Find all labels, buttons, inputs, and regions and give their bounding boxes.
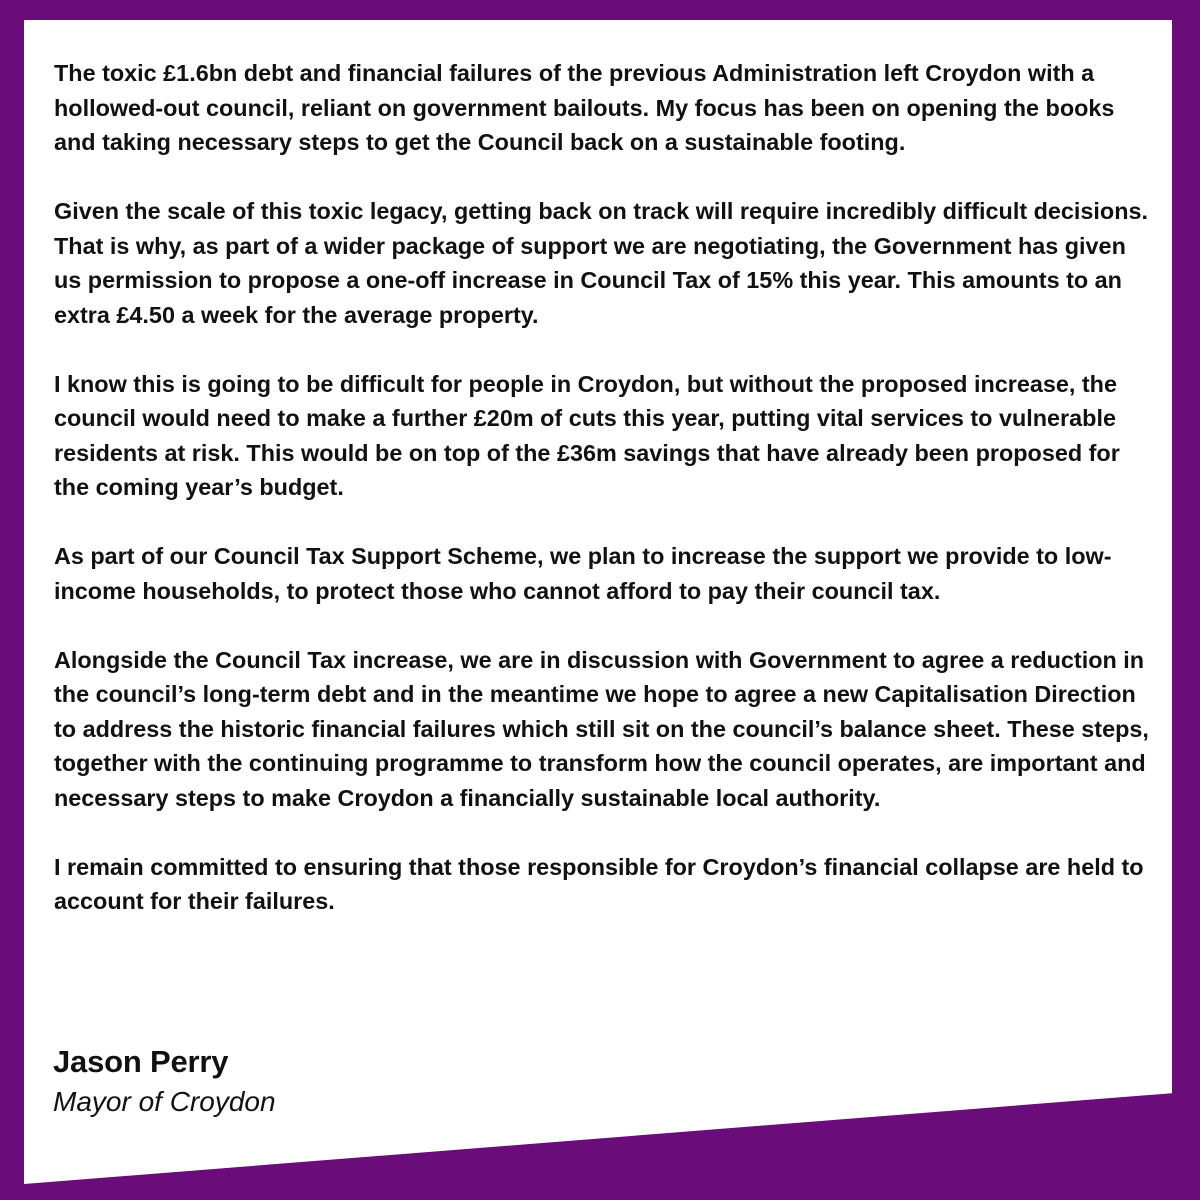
- signatory-title: Mayor of Croydon: [53, 1086, 276, 1117]
- statement-paragraph-3: I know this is going to be difficult for people in Croydon, but without the proposed increase, the council would need to make a further £20m of cuts this year, putting vital services to vulnerable residents at risk. This would be on top of the £36m savings that have already been proposed for the coming year’s budget.: [54, 370, 1120, 500]
- statement-paragraph-1: The toxic £1.6bn debt and financial failures of the previous Administration left Croydon with a hollowed-out council, reliant on government bailouts. My focus has been on opening the books and taking necessary steps to get the Council back on a sustainable footing.: [54, 60, 1115, 155]
- signature-block: [53, 1042, 276, 1122]
- signatory-name: Jason Perry: [53, 1044, 229, 1079]
- statement-body: [54, 56, 1154, 919]
- statement-paragraph-6: I remain committed to ensuring that those responsible for Croydon’s financial collapse are held to account for their failures.: [54, 853, 1144, 914]
- statement-paragraph-4: As part of our Council Tax Support Scheme, we plan to increase the support we provide to low-income households, to protect those who cannot afford to pay their council tax.: [54, 543, 1112, 604]
- statement-paragraph-5: Alongside the Council Tax increase, we are in discussion with Government to agree a reduction in the council’s long-term debt and in the meantime we hope to agree a new Capitalisation Direction to address the historic financial failures which still sit on the council’s balance sheet. These steps, together with the continuing programme to transform how the council operates, are important and necessary steps to make Croydon a financially sustainable local authority.: [54, 646, 1149, 811]
- statement-paragraph-2: Given the scale of this toxic legacy, getting back on track will require incredibly difficult decisions. That is why, as part of a wider package of support we are negotiating, the Government has given us permission to propose a one-off increase in Council Tax of 15% this year. This amounts to an extra £4.50 a week for the average property.: [54, 198, 1149, 328]
